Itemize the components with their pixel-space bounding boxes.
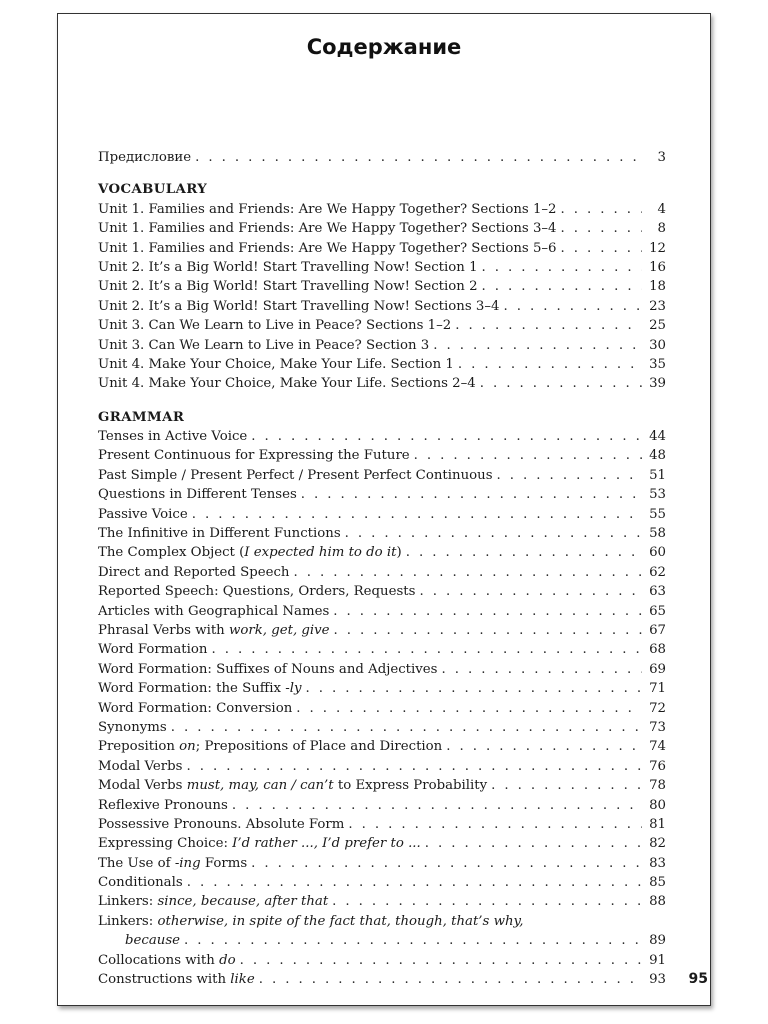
toc-leader-dots bbox=[503, 297, 642, 316]
toc-entry-page: 80 bbox=[649, 797, 666, 813]
toc-entry-title: Possessive Pronouns. Absolute Form bbox=[98, 816, 345, 832]
toc-entry-title: Reflexive Pronouns bbox=[98, 797, 228, 813]
toc-leader-dots bbox=[433, 336, 642, 355]
toc-leader-dots bbox=[184, 931, 642, 950]
toc-entry-page: 73 bbox=[649, 719, 666, 735]
toc-entry-page: 48 bbox=[649, 448, 666, 464]
toc-leader-dots bbox=[187, 873, 642, 892]
toc-leader-dots bbox=[491, 776, 642, 795]
toc-entry-page: 51 bbox=[649, 467, 666, 483]
toc-entry[interactable] bbox=[98, 621, 666, 640]
toc-entry-page: 74 bbox=[649, 739, 666, 755]
toc-entry-title: The Complex Object (I expected him to do it) bbox=[98, 545, 402, 561]
toc-leader-dots bbox=[293, 563, 642, 582]
toc-entry-page: 72 bbox=[649, 700, 666, 716]
toc-entry-title-line2: because bbox=[125, 933, 181, 949]
toc-leader-dots bbox=[348, 815, 642, 834]
toc-entry[interactable] bbox=[98, 854, 666, 873]
toc-entry[interactable] bbox=[98, 543, 666, 562]
toc-entry-page: 18 bbox=[649, 279, 666, 295]
toc-entry[interactable] bbox=[98, 660, 666, 679]
toc-entry-title-line1[interactable]: Linkers: otherwise, in spite of the fact that, though, that’s why, bbox=[98, 913, 524, 929]
toc-entry-title: Unit 4. Make Your Choice, Make Your Life. Sections 2–4 bbox=[98, 376, 476, 392]
toc-entry-preface[interactable] bbox=[98, 148, 666, 167]
toc-entry[interactable] bbox=[98, 834, 666, 853]
toc-leader-dots bbox=[561, 239, 642, 258]
toc-entry-page: 4 bbox=[657, 201, 666, 217]
toc-entry[interactable] bbox=[98, 757, 666, 776]
toc-leader-dots bbox=[482, 258, 642, 277]
toc-leader-dots bbox=[333, 602, 642, 621]
page-number: 95 bbox=[688, 971, 708, 987]
toc-entry-page: 93 bbox=[649, 972, 666, 988]
toc-entry[interactable] bbox=[98, 582, 666, 601]
toc-entry[interactable] bbox=[98, 737, 666, 756]
toc-entry-page: 30 bbox=[649, 337, 666, 353]
toc-entry[interactable] bbox=[98, 355, 666, 374]
toc-leader-dots bbox=[480, 374, 642, 393]
toc-leader-dots bbox=[232, 796, 642, 815]
toc-entry-title: Unit 1. Families and Friends: Are We Happy Together? Sections 1–2 bbox=[98, 201, 557, 217]
toc-entry-page: 8 bbox=[657, 221, 666, 237]
toc-entry[interactable] bbox=[98, 718, 666, 737]
toc-leader-dots bbox=[301, 485, 642, 504]
toc-entry[interactable] bbox=[98, 316, 666, 335]
toc-entry-title: Unit 4. Make Your Choice, Make Your Life. Section 1 bbox=[98, 356, 454, 372]
toc-leader-dots bbox=[561, 200, 642, 219]
toc-leader-dots bbox=[296, 699, 642, 718]
toc-leader-dots bbox=[334, 621, 642, 640]
toc-entry-page: 85 bbox=[649, 875, 666, 891]
toc-entry-page: 82 bbox=[649, 836, 666, 852]
toc-entry-page: 76 bbox=[649, 758, 666, 774]
section-heading-grammar: GRAMMAR bbox=[98, 409, 185, 425]
toc-entry-title: Modal Verbs must, may, can / can’t to Express Probability bbox=[98, 778, 488, 794]
toc-entry-page: 12 bbox=[649, 240, 666, 256]
toc-leader-dots bbox=[458, 355, 642, 374]
toc-entry[interactable] bbox=[98, 815, 666, 834]
toc-entry-continued[interactable] bbox=[98, 931, 666, 950]
toc-entry-page: 23 bbox=[649, 298, 666, 314]
toc-entry-title: Conditionals bbox=[98, 875, 183, 891]
toc-leader-dots bbox=[251, 854, 642, 873]
toc-entry[interactable] bbox=[98, 374, 666, 393]
section-heading-vocabulary: VOCABULARY bbox=[98, 182, 208, 198]
toc-entry-title: Unit 2. It’s a Big World! Start Travelling Now! Section 1 bbox=[98, 259, 478, 275]
toc-entry-page: 68 bbox=[649, 642, 666, 658]
toc-entry[interactable] bbox=[98, 640, 666, 659]
toc-entry[interactable] bbox=[98, 505, 666, 524]
toc-leader-dots bbox=[192, 505, 642, 524]
toc-entry-title: Reported Speech: Questions, Orders, Requests bbox=[98, 584, 416, 600]
toc-entry-page: 81 bbox=[649, 816, 666, 832]
toc-entry[interactable] bbox=[98, 699, 666, 718]
toc-entry-title: Unit 2. It’s a Big World! Start Travelling Now! Sections 3–4 bbox=[98, 298, 500, 314]
toc-entry-title: Word Formation: Conversion bbox=[98, 700, 293, 716]
toc-entry-title: Modal Verbs bbox=[98, 758, 183, 774]
toc-entry-title: Unit 1. Families and Friends: Are We Happy Together? Sections 5–6 bbox=[98, 240, 557, 256]
toc-entry-title: Direct and Reported Speech bbox=[98, 564, 290, 580]
toc-entry[interactable] bbox=[98, 970, 666, 989]
toc-leader-dots bbox=[259, 970, 642, 989]
toc-leader-dots bbox=[414, 446, 642, 465]
toc-entry[interactable] bbox=[98, 466, 666, 485]
toc-entry-title: The Infinitive in Different Functions bbox=[98, 526, 341, 542]
toc-entry-page: 44 bbox=[649, 429, 666, 445]
toc-leader-dots bbox=[446, 737, 642, 756]
toc-entry[interactable] bbox=[98, 524, 666, 543]
toc-entry-page: 71 bbox=[649, 681, 666, 697]
toc-entry-title: Present Continuous for Expressing the Future bbox=[98, 448, 410, 464]
page bbox=[57, 13, 711, 1006]
toc-entry-title: Constructions with like bbox=[98, 972, 255, 988]
toc-leader-dots bbox=[497, 466, 642, 485]
toc-leader-dots bbox=[455, 316, 642, 335]
toc-entry-page: 62 bbox=[649, 564, 666, 580]
toc-leader-dots bbox=[441, 660, 642, 679]
toc-leader-dots bbox=[186, 757, 642, 776]
toc-entry-title: Past Simple / Present Perfect / Present Perfect Continuous bbox=[98, 467, 493, 483]
toc-entry[interactable] bbox=[98, 200, 666, 219]
toc-entry[interactable] bbox=[98, 602, 666, 621]
toc-entry[interactable] bbox=[98, 219, 666, 238]
toc-entry[interactable] bbox=[98, 277, 666, 296]
toc-leader-dots bbox=[419, 582, 642, 601]
toc-entry[interactable] bbox=[98, 563, 666, 582]
toc-leader-dots bbox=[171, 718, 642, 737]
toc-entry[interactable] bbox=[98, 446, 666, 465]
toc-entry-page: 3 bbox=[657, 150, 666, 165]
toc-leader-dots bbox=[240, 951, 642, 970]
toc-entry[interactable] bbox=[98, 951, 666, 970]
toc-entry[interactable] bbox=[98, 239, 666, 258]
toc-leader-dots bbox=[406, 543, 642, 562]
toc-entry-title: Phrasal Verbs with work, get, give bbox=[98, 622, 330, 638]
toc-entry-title: Unit 1. Families and Friends: Are We Happy Together? Sections 3–4 bbox=[98, 221, 557, 237]
toc-entry-page: 88 bbox=[649, 894, 666, 910]
toc-entry-page: 67 bbox=[649, 622, 666, 638]
toc-leader-dots bbox=[211, 640, 642, 659]
toc-entry-page: 39 bbox=[649, 376, 666, 392]
toc-entry-page: 25 bbox=[649, 318, 666, 334]
toc-entry-page: 55 bbox=[649, 506, 666, 522]
toc-entry-title: Unit 3. Can We Learn to Live in Peace? Sections 1–2 bbox=[98, 318, 452, 334]
toc-entry-page: 91 bbox=[649, 952, 666, 968]
toc-entry-page: 83 bbox=[649, 855, 666, 871]
toc-entry-title: Unit 2. It’s a Big World! Start Travelling Now! Section 2 bbox=[98, 279, 478, 295]
toc-entry-page: 78 bbox=[649, 778, 666, 794]
table-of-contents bbox=[98, 148, 666, 989]
toc-leader-dots bbox=[561, 219, 642, 238]
toc-entry-page: 65 bbox=[649, 603, 666, 619]
toc-leader-dots bbox=[425, 834, 642, 853]
toc-entry-page: 89 bbox=[649, 933, 666, 949]
toc-entry[interactable] bbox=[98, 336, 666, 355]
toc-entry-title: Предисловие bbox=[98, 150, 192, 165]
toc-entry-title: Unit 3. Can We Learn to Live in Peace? Section 3 bbox=[98, 337, 430, 353]
toc-entry-page: 63 bbox=[649, 584, 666, 600]
toc-entry[interactable] bbox=[98, 796, 666, 815]
toc-entry-title: Linkers: since, because, after that bbox=[98, 894, 329, 910]
toc-entry-page: 69 bbox=[649, 661, 666, 677]
toc-entry-title: Collocations with do bbox=[98, 952, 236, 968]
toc-entry[interactable] bbox=[98, 892, 666, 911]
toc-entry[interactable] bbox=[98, 485, 666, 504]
toc-entry-title: Word Formation: the Suffix -ly bbox=[98, 681, 302, 697]
toc-entry-page: 16 bbox=[649, 259, 666, 275]
toc-entry[interactable] bbox=[98, 297, 666, 316]
toc-entry-title: Passive Voice bbox=[98, 506, 188, 522]
toc-leader-dots bbox=[482, 277, 642, 296]
toc-entry-title: Preposition on; Prepositions of Place and Direction bbox=[98, 739, 443, 755]
toc-leader-dots bbox=[251, 427, 642, 446]
toc-entry-page: 53 bbox=[649, 487, 666, 503]
toc-leader-dots bbox=[345, 524, 642, 543]
toc-leader-dots bbox=[332, 892, 642, 911]
toc-entry[interactable] bbox=[98, 679, 666, 698]
toc-entry-page: 35 bbox=[649, 356, 666, 372]
toc-entry-title: Questions in Different Tenses bbox=[98, 487, 297, 503]
toc-entry-title: Synonyms bbox=[98, 719, 167, 735]
toc-entry[interactable] bbox=[98, 427, 666, 446]
toc-entry-page: 58 bbox=[649, 526, 666, 542]
toc-entry[interactable] bbox=[98, 776, 666, 795]
toc-entry-title: The Use of -ing Forms bbox=[98, 855, 248, 871]
toc-entry-page: 60 bbox=[649, 545, 666, 561]
toc-entry-title: Expressing Choice: I’d rather ..., I’d prefer to ... bbox=[98, 836, 421, 852]
toc-leader-dots bbox=[195, 148, 642, 167]
toc-leader-dots bbox=[306, 679, 643, 698]
toc-entry[interactable] bbox=[98, 873, 666, 892]
toc-entry-title: Word Formation bbox=[98, 642, 208, 658]
toc-entry[interactable] bbox=[98, 258, 666, 277]
toc-entry-title: Tenses in Active Voice bbox=[98, 429, 248, 445]
toc-entry-title: Word Formation: Suffixes of Nouns and Adjectives bbox=[98, 661, 438, 677]
page-title: Содержание bbox=[306, 35, 462, 59]
toc-entry-title: Articles with Geographical Names bbox=[98, 603, 330, 619]
